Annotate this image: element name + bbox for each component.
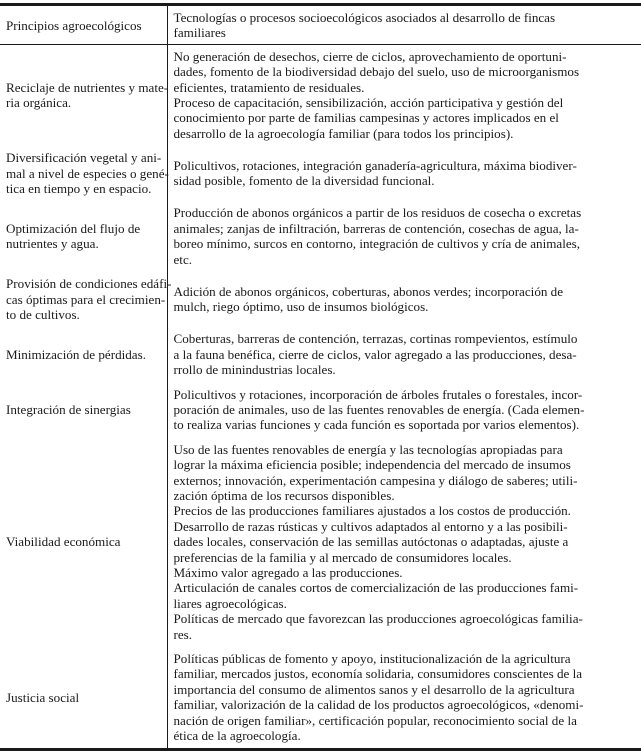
technology-cell: [167, 438, 641, 647]
principle-line: Diversificación vegetal y ani-: [6, 150, 162, 166]
principle-cell: [0, 647, 167, 750]
principle-line: to de cultivos.: [6, 306, 80, 322]
header-technologies: [167, 5, 641, 45]
technology-line: Adición de abonos orgánicos, coberturas, abonos verdes; incorporación de: [173, 283, 564, 299]
technology-line: lograr la máxima eficiencia posible; independencia del mercado de insumos: [173, 457, 571, 473]
technology-line: Policultivos y rotaciones, incorporación de árboles frutales o forestales, incor-: [173, 386, 583, 402]
technology-line: desarrollo de la agroecología familiar (para todos los principios).: [173, 125, 514, 141]
principle-line: Provisión de condiciones edáfi-: [6, 276, 172, 292]
technology-line: boreo mínimo, surcos en contorno, integración de cultivos y cría de animales,: [173, 236, 581, 252]
technology-line: a la fauna benéfica, cierre de ciclos, valor agregado a las producciones, desa-: [173, 346, 577, 362]
principle-line: Minimización de pérdidas.: [6, 346, 146, 362]
technology-line: familiar, valorización de la calidad de los productos agroecológicos, «denomi-: [173, 697, 584, 713]
principle-cell: [0, 327, 167, 382]
header-principles-text: Principios agroecológicos: [6, 17, 142, 33]
technology-line: Proceso de capacitación, sensibilización, acción participativa y gestión del: [173, 95, 564, 111]
principle-line: ria orgánica.: [6, 95, 72, 111]
technology-cell: [167, 44, 641, 146]
technology-line: dades locales, conservación de las semillas autóctonas o adaptadas, ajuste a: [173, 534, 569, 550]
technology-line: Políticas públicas de fomento y apoyo, institucionalización de la agricultura: [173, 651, 571, 667]
technology-line: etc.: [173, 251, 193, 267]
principle-cell: [0, 438, 167, 647]
technology-line: res.: [173, 626, 193, 642]
technology-line: mulch, riego óptimo, uso de insumos biológicos.: [173, 299, 429, 315]
technology-line: Producción de abonos orgánicos a partir de los residuos de cosecha o excretas: [173, 205, 582, 221]
principle-line: mal a nivel de especies o gené-: [6, 165, 169, 181]
table-row: [0, 146, 641, 201]
technology-line: Coberturas, barreras de contención, terrazas, cortinas rompevientos, estímulo: [173, 331, 578, 347]
principle-line: Integración de sinergias: [6, 401, 131, 417]
technology-line: sidad posible, fomento de la diversidad funcional.: [173, 173, 435, 189]
principle-line: Justicia social: [6, 689, 80, 705]
principle-line: Optimización del flujo de: [6, 220, 141, 236]
principle-line: nutrientes y agua.: [6, 236, 99, 252]
technology-line: Máximo valor agregado a las producciones.: [173, 565, 403, 580]
header-technologies-line: Tecnologías o procesos socioecológicos asociados al desarrollo de fincas: [173, 10, 556, 25]
technology-line: dades, fomento de la biodiversidad debajo del suelo, uso de microorganismos: [173, 64, 580, 80]
principle-cell: [0, 383, 167, 438]
technology-cell: [167, 647, 641, 750]
technology-line: nación de origen familiar», certificación popular, reconocimiento social de la: [173, 712, 577, 728]
principle-cell: [0, 272, 172, 327]
technology-line: Políticas de mercado que favorezcan las producciones agroecológicas familia-: [173, 611, 583, 627]
technology-cell: [167, 272, 641, 327]
technology-line: externos; innovación, experimentación campesina y diálogo de saberes; utili-: [173, 472, 578, 488]
technology-line: familiar, mercados justos, economía solidaria, consumidores conscientes de la: [173, 666, 583, 682]
technology-line: poración de animales, uso de las fuentes renovables de energía. (Cada elemen-: [173, 401, 585, 417]
technology-line: to realiza varias funciones y cada función es soportada por varios elementos).: [173, 417, 580, 433]
table-row: [0, 647, 641, 750]
technology-line: eficientes, tratamiento de residuales.: [173, 79, 365, 95]
technology-cell: [167, 146, 641, 201]
principle-line: Viabilidad económica: [6, 534, 121, 550]
technology-line: Desarrollo de razas rústicas y cultivos adaptados al entorno y a las posibili-: [173, 518, 568, 534]
table-row: [0, 383, 641, 438]
principle-cell: [0, 44, 167, 146]
technology-cell: [167, 383, 641, 438]
technology-line: animales; zanjas de infiltración, barreras de contención, cosechas de agua, la-: [173, 220, 579, 236]
technology-cell: [167, 327, 641, 382]
technology-line: No generación de desechos, cierre de ciclos, aprovechamiento de oportuni-: [173, 48, 567, 64]
table-header-row: [0, 5, 641, 45]
technology-line: ética de la agroecología.: [173, 728, 301, 744]
principle-line: cas óptimas para el crecimien-: [6, 291, 166, 307]
agroecology-principles-table: [0, 3, 641, 751]
principle-line: tica en tiempo y en espacio.: [6, 181, 152, 197]
technology-line: Articulación de canales cortos de comercialización de las producciones fami-: [173, 580, 579, 596]
technology-line: liares agroecológicas.: [173, 595, 287, 611]
technology-cell: [167, 201, 641, 272]
technology-line: preferencias de la familia y al mercado de consumidores locales.: [173, 549, 512, 565]
technology-line: importancia del consumo de alimentos sanos y el desarrollo de la agricultura: [173, 681, 575, 697]
technology-line: Uso de las fuentes renovables de energía y las tecnologías apropiadas para: [173, 441, 563, 457]
header-technologies-line: familiares: [173, 25, 226, 41]
principle-line: Reciclaje de nutrientes y mate-: [6, 79, 169, 95]
table-row: [0, 327, 641, 382]
principle-cell: [0, 146, 167, 201]
technology-line: Policultivos, rotaciones, integración ganadería-agricultura, máxima biodiver-: [173, 157, 577, 173]
table-row: [0, 438, 641, 647]
principle-cell: [0, 201, 167, 272]
technology-line: zación óptima de los recursos disponibles.: [173, 487, 395, 503]
technology-line: conocimiento por parte de familias campesinas y actores implicados en el: [173, 110, 559, 126]
table-row: [0, 44, 641, 146]
technology-line: Precios de las producciones familiares ajustados a los costos de producción.: [173, 503, 571, 519]
header-principles: [0, 5, 167, 45]
table-row: [0, 201, 641, 272]
technology-line: rrollo de minindustrias locales.: [173, 362, 336, 378]
table-row: [0, 272, 641, 327]
